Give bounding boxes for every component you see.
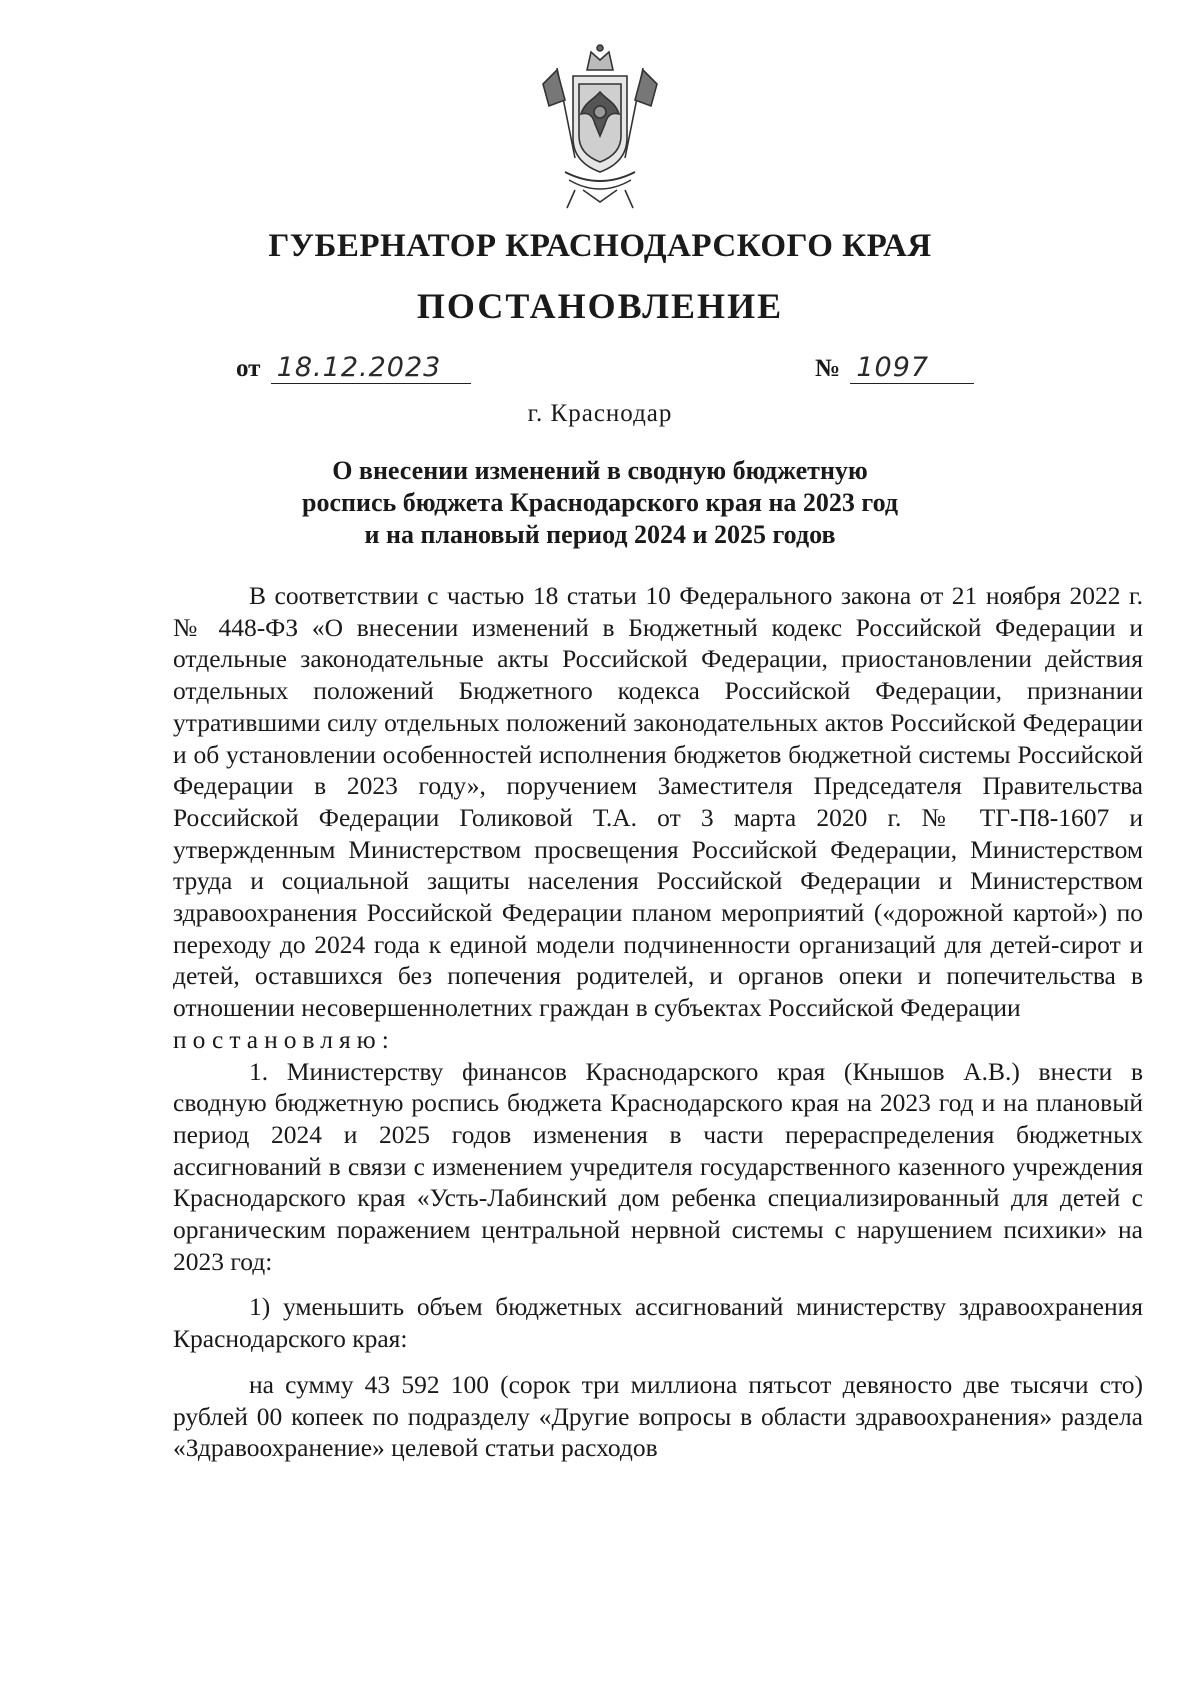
date-label: от: [236, 355, 261, 382]
number-field: [815, 352, 974, 384]
number-label: №: [815, 355, 841, 382]
preamble-paragraph: В соответствии с частью 18 статьи 10 Федерального закона от 21 ноября 2022 г. № 448-ФЗ «О внесении изменений в Бюджетный кодекс Российской Федерации и отдельные законодательные акты Российской Федерации, приостановлении действия отдельных положений Бюджетного кодекса Российской Федерации, признании утратившими силу отдельных положений законодательных актов Российской Федерации и об установлении особенностей исполнения бюджетов бюджетной системы Российской Федерации в 2023 году», поручением Заместителя Председателя Правительства Российской Федерации Голиковой Т.А. от 3 марта 2020 г. № ТГ-П8-1607 и утвержденным Министерством просвещения Российской Федерации, Министерством труда и социальной защиты населения Российской Федерации и Министерством здравоохранения Российской Федерации планом мероприятий («дорожной картой») по переходу до 2024 года к единой модели подчиненности организаций для детей-сирот и детей, оставшихся без попечения родителей, и органов опеки и попечительства в отношении несовершеннолетних граждан в субъектах Российской Федерации: [173, 581, 1143, 1023]
document-body: [173, 580, 1143, 1464]
title-line: роспись бюджета Краснодарского края на 2023 год: [301, 488, 898, 517]
title-line: и на плановый период 2024 и 2025 годов: [364, 520, 836, 549]
sum-paragraph: на сумму 43 592 100 (сорок три миллиона пятьсот девяносто две тысячи сто) рублей 00 копеек по подразделу «Другие вопросы в области здравоохранения» раздела «Здравоохранение» целевой статьи расходов: [173, 1369, 1143, 1463]
subitem-1-paragraph: 1) уменьшить объем бюджетных ассигнований министерству здравоохранения Краснодарского края:: [173, 1292, 1143, 1354]
issuing-authority: ГУБЕРНАТОР КРАСНОДАРСКОГО КРАЯ: [268, 228, 932, 264]
item-1-paragraph: 1. Министерству финансов Краснодарского края (Кнышов А.В.) внести в сводную бюджетную роспись бюджета Краснодарского края на 2023 год и на плановый период 2024 и 2025 годов изменения в части перераспределения бюджетных ассигнований в связи с изменением учредителя государственного казенного учреждения Краснодарского края «Усть-Лабинский дом ребенка специализированный для детей с органическим поражением центральной нервной системы с нарушением психики» на 2023 год:: [173, 1056, 1143, 1276]
city: г. Краснодар: [527, 400, 673, 427]
document-type: ПОСТАНОВЛЕНИЕ: [416, 286, 784, 326]
number-value: 1097: [850, 352, 974, 384]
title-line: О внесении изменений в сводную бюджетную: [332, 456, 868, 485]
date-value: 18.12.2023: [271, 352, 471, 384]
date-field: [236, 352, 471, 384]
resolve-word: постановляю:: [173, 1024, 395, 1054]
krasnodar-coat-of-arms-icon: [535, 40, 665, 212]
document-title: [0, 455, 1200, 551]
